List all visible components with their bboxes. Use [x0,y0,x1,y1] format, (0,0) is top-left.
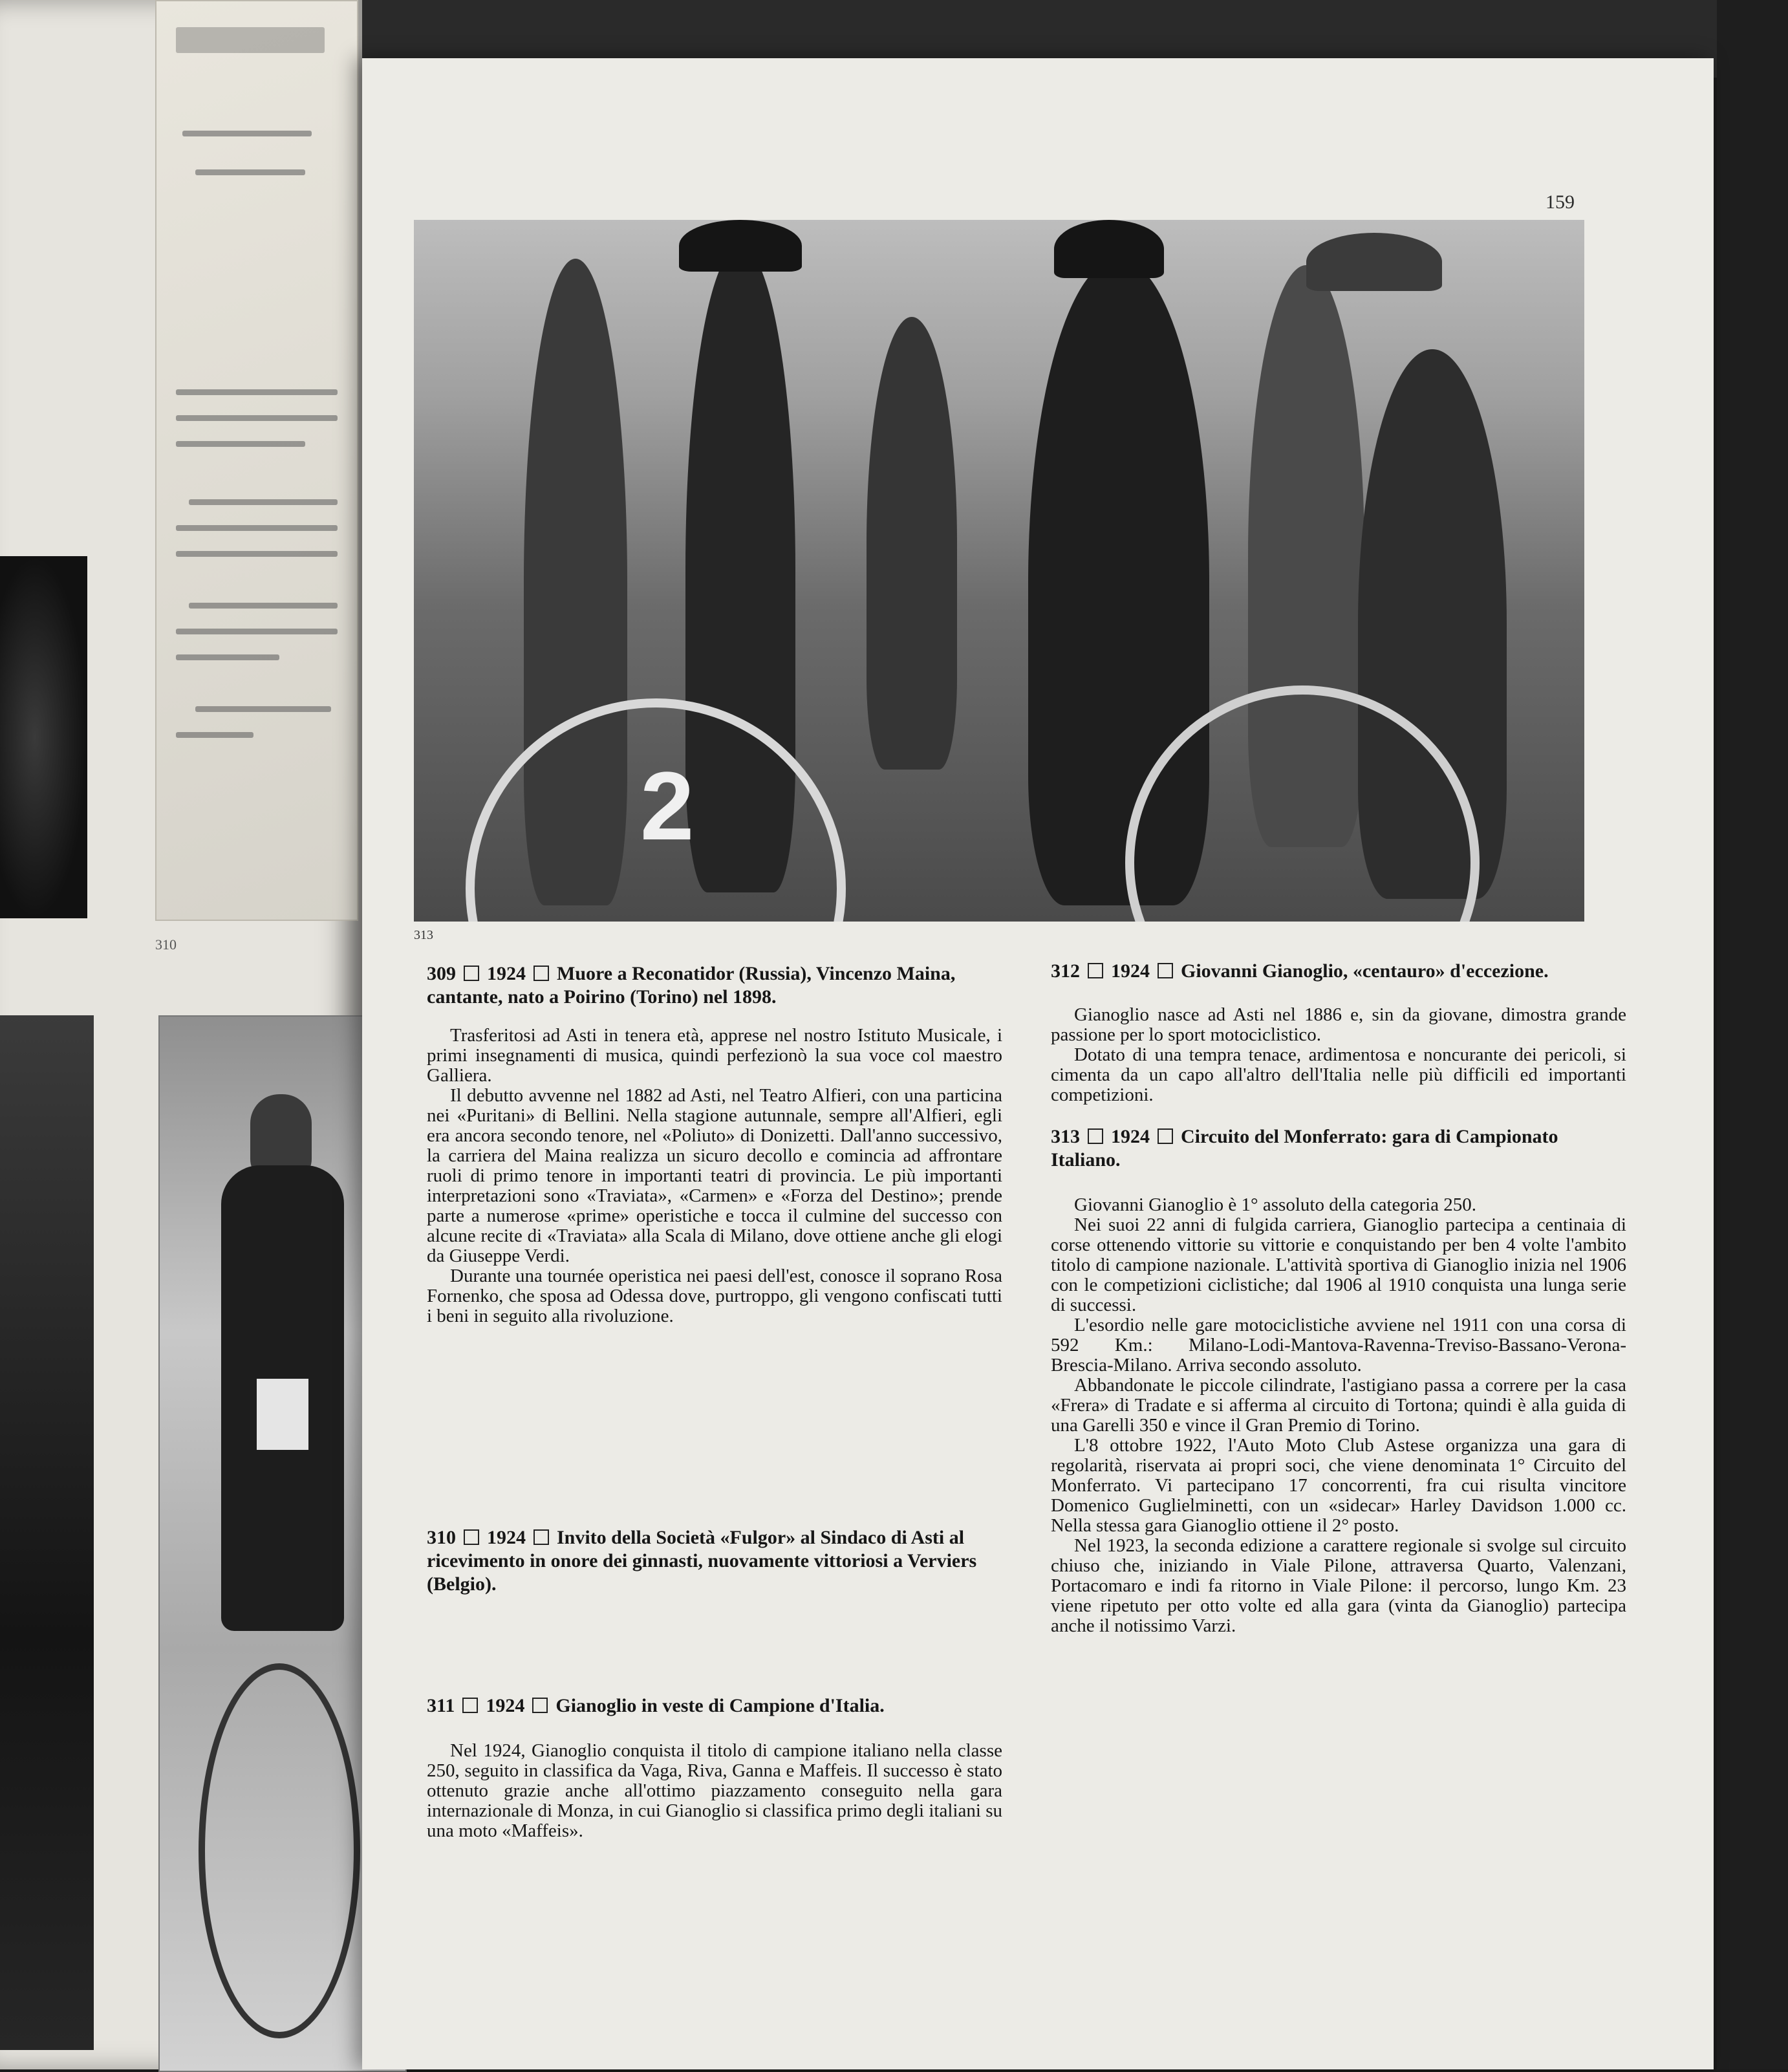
square-bullet-icon [1158,963,1173,978]
entry-title: Giovanni Gianoglio, «centauro» d'eccezione. [1181,960,1549,982]
entry-number: 310 [427,1527,456,1548]
facing-page-photo [0,1015,94,2050]
entry-heading [427,1694,1002,1718]
entry-313 [1051,1125,1626,1636]
entry-heading [427,1526,1002,1596]
entry-paragraph: L'esordio nelle gare motociclistiche avviene nel 1911 con una corsa di 592 Km.: Milano-Lodi-Mantova-Ravenna-Treviso-Bassano-Verona-Brescia-Milano. Arriva secondo assoluto. [1051,1315,1626,1376]
entry-heading [427,962,1002,1009]
square-bullet-icon [464,1529,479,1545]
entry-year: 1924 [1111,1126,1150,1147]
facing-page-caption: 310 [155,936,177,953]
race-photo [414,220,1584,922]
entry-paragraph: Trasferitosi ad Asti in tenera età, apprese nel nostro Istituto Musicale, i primi insegnamenti di musica, quindi perfezionò la sua voce col maestro Galliera. [427,1025,1002,1086]
entry-paragraph: Dotato di una tempra tenace, ardimentosa e noncurante dei pericoli, si cimenta da un capo all'altro dell'Italia nelle più difficili ed importanti competizioni. [1051,1044,1626,1105]
photo-caption: 313 [414,928,433,942]
entry-number: 313 [1051,1126,1080,1147]
entry-paragraph: Gianoglio nasce ad Asti nel 1886 e, sin da giovane, dimostra grande passione per lo sport motociclistico. [1051,1004,1626,1045]
entry-year: 1924 [487,963,526,984]
entry-year: 1924 [487,1527,526,1548]
facing-page-photo [0,556,87,918]
entry-year: 1924 [486,1695,525,1716]
entry-paragraph: Il debutto avvenne nel 1882 ad Asti, nel Teatro Alfieri, con una particina nei «Puritani» di Bellini. Nella stagione autunnale, sempre all'Alfieri, egli era ancora secondo tenore, nel «Poliuto» di Donizetti. Dall'anno successivo, la carriera del Maina realizza un sicuro decollo e comincia ad affrontare ruoli di primo tenore in importanti teatri di provincia. Le più importanti interpretazioni sono «Traviata», «Carmen» e «Forza del Destino»; prende parte a numerose «prime» operistiche e tocca il culmine del successo con alcune recite di «Traviata» alla Scala di Milano, dove ottiene anche gli elogi da Giuseppe Verdi. [427,1085,1002,1266]
entry-number: 311 [427,1695,455,1716]
entry-310 [427,1526,1002,1596]
square-bullet-icon [1088,1128,1103,1144]
entry-title: Gianoglio in veste di Campione d'Italia. [555,1695,885,1716]
entry-paragraph: Abbandonate le piccole cilindrate, l'astigiano passa a correre per la casa «Frera» di Tradate e si afferma al circuito di Tortona; quindi è alla guida di una Garelli 350 e vince il Gran Premio di Torino. [1051,1375,1626,1436]
page-number: 159 [1546,191,1575,213]
book-page [362,58,1714,2069]
entry-paragraph: Nel 1923, la seconda edizione a carattere regionale si svolge sul circuito chiuso che, iniziando in Viale Pilone, attraversa Quarto, Valenzani, Portacomaro e indi fa ritorno in Viale Pilone: il percorso, lungo Km. 23 viene ripetuto per otto volte ed alla gara (vinta da Gianoglio) partecipa anche il notissimo Varzi. [1051,1535,1626,1636]
square-bullet-icon [1158,1128,1173,1144]
race-number: 2 [640,751,695,860]
square-bullet-icon [533,966,549,981]
entry-paragraph: Durante una tournée operistica nei paesi dell'est, conosce il soprano Rosa Fornenko, che sposa ad Odessa dove, purtroppo, gli vengono confiscati tutti i beni in seguito alla rivoluzione. [427,1266,1002,1326]
entry-paragraph: Giovanni Gianoglio è 1° assoluto della categoria 250. [1074,1194,1477,1215]
entry-heading [1051,960,1626,983]
entry-title: Circuito del Monferrato: gara di Campionato Italiano. [1051,1126,1558,1171]
square-bullet-icon [462,1698,478,1713]
square-bullet-icon [533,1529,549,1545]
entry-paragraph: Nel 1924, Gianoglio conquista il titolo di campione italiano nella classe 250, seguito in classifica da Vaga, Riva, Ganna e Maffeis. Il successo è stato ottenuto grazie anche all'ottimo piazzamento conseguito nella gara internazionale di Monza, in cui Gianoglio si classifica primo degli italiani su una moto «Maffeis». [427,1740,1002,1841]
square-bullet-icon [532,1698,548,1713]
entry-312 [1051,960,1626,1105]
entry-heading [1051,1125,1626,1172]
entry-311 [427,1694,1002,1841]
entry-309 [427,962,1002,1326]
square-bullet-icon [464,966,479,981]
invitation-letter-image [155,0,358,921]
entry-number: 312 [1051,960,1080,982]
background-edge [1717,0,1788,2069]
entry-year: 1924 [1111,960,1150,982]
entry-paragraph: Nei suoi 22 anni di fulgida carriera, Gianoglio partecipa a centinaia di corse ottenendo vittorie su vittorie e conquistando per ben 4 volte l'ambito titolo di campione nazionale. L'attività sportiva di Gianoglio inizia nel 1906 con le competizioni ciclistiche; dal 1906 al 1910 conquista una lunga serie di successi. [1051,1214,1626,1315]
entry-title: Invito della Società «Fulgor» al Sindaco di Asti al ricevimento in onore dei ginnasti, nuovamente vittoriosi a Verviers (Belgio). [427,1527,977,1595]
square-bullet-icon [1088,963,1103,978]
entry-title: Muore a Reconatidor (Russia), Vincenzo Maina, cantante, nato a Poirino (Torino) nel 1898. [427,963,956,1008]
facing-page [0,0,362,2069]
entry-number: 309 [427,963,456,984]
entry-paragraph: L'8 ottobre 1922, l'Auto Moto Club Astese organizza una gara di regolarità, riservata ai propri soci, che viene denominata 1° Circuito del Monferrato. Vi partecipano 17 concorrenti, fra cui risulta vincitore Domenico Guglielminetti, con un «sidecar» Harley Davidson 1.000 cc. Nella stessa gara Gianoglio ottiene il 2° posto. [1051,1435,1626,1536]
